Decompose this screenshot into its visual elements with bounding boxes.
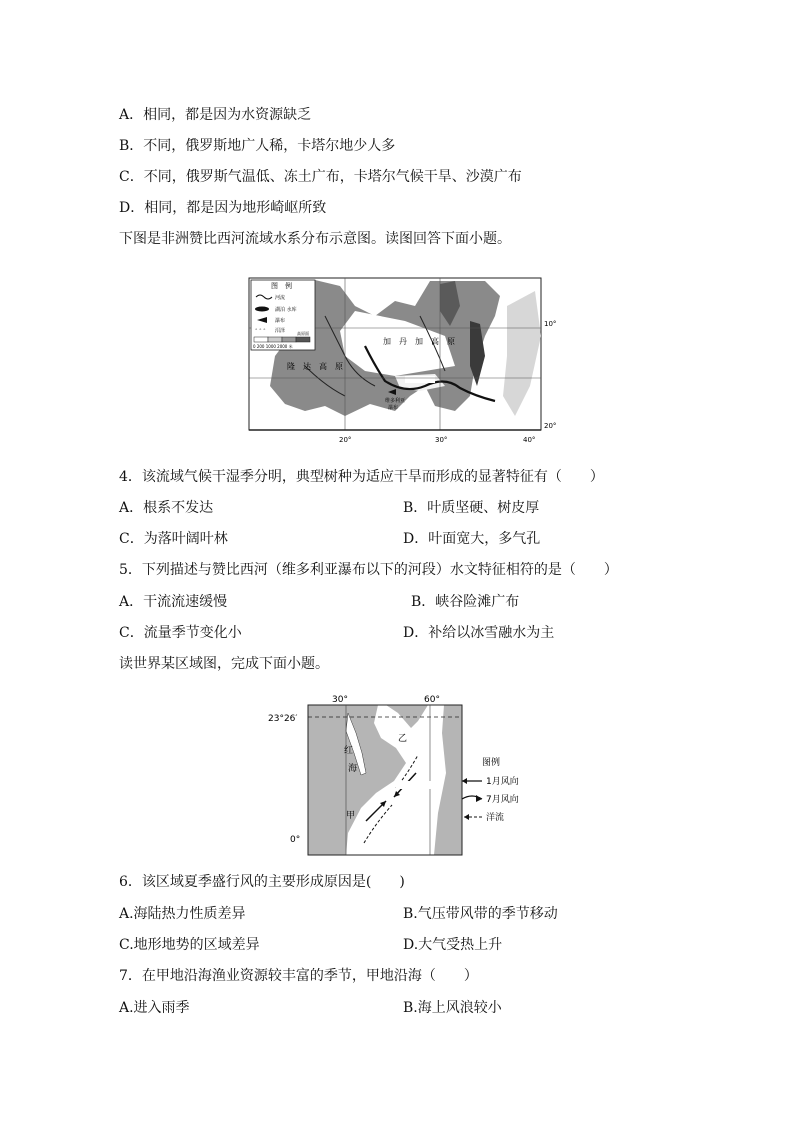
q7-option-b: B.海上风浪较小 xyxy=(403,1000,502,1016)
q7-option-a: A.进入雨季 xyxy=(119,1000,190,1016)
map1-legend-scale-label: 高原面 xyxy=(297,331,309,336)
lon-20: 20° xyxy=(339,436,352,444)
q3-option-d: D．相同，都是因为地形崎岖所致 xyxy=(119,200,327,216)
equator-label: 0° xyxy=(290,835,301,845)
q7-stem: 7．在甲地沿海渔业资源较丰富的季节，甲地沿海（ ） xyxy=(119,968,478,984)
q5-option-c: C．流量季节变化小 xyxy=(119,625,242,641)
map2-legend-jul: 7月风向 xyxy=(486,795,519,805)
map1-legend-swamp: 沼泽 xyxy=(275,328,286,334)
lon-30: 30° xyxy=(435,436,448,444)
q4-option-a: A．根系不发达 xyxy=(119,500,214,516)
q5-stem: 5．下列描述与赞比西河（维多利亚瀑布以下的河段）水文特征相符的是（ ） xyxy=(119,562,618,578)
q4-stem: 4．该流域气候干湿季分明，典型树种为适应干旱而形成的显著特征有（ ） xyxy=(119,469,604,485)
q5-option-a: A．干流流速缓慢 xyxy=(119,594,228,610)
map2-legend-jan: 1月风向 xyxy=(486,777,519,787)
intro-zambezi: 下图是非洲赞比西河流域水系分布示意图。读图回答下面小题。 xyxy=(119,231,511,247)
svg-text:° ° °: ° ° ° xyxy=(255,328,266,334)
q6-option-c: C.地形地势的区域差异 xyxy=(119,937,260,953)
lat-10: 10° xyxy=(544,320,557,328)
map2-legend-title: 图例 xyxy=(482,758,501,768)
map1-legend-lake: 湖泊 水库 xyxy=(275,307,297,313)
q5-option-d: D．补给以冰雪融水为主 xyxy=(403,625,555,641)
tropic-label: 23°26′ xyxy=(268,714,298,724)
red-sea-label-2: 海 xyxy=(348,764,358,774)
lon-60-label: 60° xyxy=(424,695,440,705)
intro-region: 读世界某区域图，完成下面小题。 xyxy=(119,656,329,672)
lon-30-label: 30° xyxy=(332,695,348,705)
label-lunda-plateau: 隆 达 高 原 xyxy=(287,362,343,371)
map1-legend-title: 图 例 xyxy=(271,282,292,290)
label-katanga-plateau: 加 丹 加 高 原 xyxy=(383,337,455,346)
label-victoria-falls-2: 瀑布 xyxy=(388,405,399,411)
map1-legend-falls: 瀑布 xyxy=(275,318,286,324)
map2-legend-current: 洋流 xyxy=(486,813,505,823)
q3-option-a: A．相同，都是因为水资源缺乏 xyxy=(119,107,312,123)
region-map xyxy=(266,693,536,858)
map1-legend-river: 河流 xyxy=(275,295,286,301)
map1-legend-scale: 0 200 1000 2000 米 xyxy=(253,344,293,349)
red-sea-label-1: 红 xyxy=(344,746,354,756)
q5-option-b: B．峡谷险滩广布 xyxy=(411,594,520,610)
q4-option-d: D．叶面宽大，多气孔 xyxy=(403,531,541,547)
zambezi-map xyxy=(245,276,557,446)
q4-option-c: C．为落叶阔叶林 xyxy=(119,531,228,547)
label-victoria-falls-1: 维多利亚 xyxy=(385,398,406,404)
q4-option-b: B．叶质坚硬、树皮厚 xyxy=(403,500,540,516)
q6-option-d: D.大气受热上升 xyxy=(403,937,503,953)
lon-40: 40° xyxy=(523,436,536,444)
q6-option-b: B.气压带风带的季节移动 xyxy=(403,906,558,922)
q3-option-c: C．不同，俄罗斯气温低、冻土广布，卡塔尔气候干旱、沙漠广布 xyxy=(119,169,522,185)
q3-option-b: B．不同，俄罗斯地广人稀，卡塔尔地少人多 xyxy=(119,138,396,154)
q6-option-a: A.海陆热力性质差异 xyxy=(119,906,246,922)
q6-stem: 6．该区域夏季盛行风的主要形成原因是( ) xyxy=(119,874,405,890)
place-yi: 乙 xyxy=(398,734,408,744)
lat-20: 20° xyxy=(544,422,557,430)
place-jia: 甲 xyxy=(346,811,356,821)
